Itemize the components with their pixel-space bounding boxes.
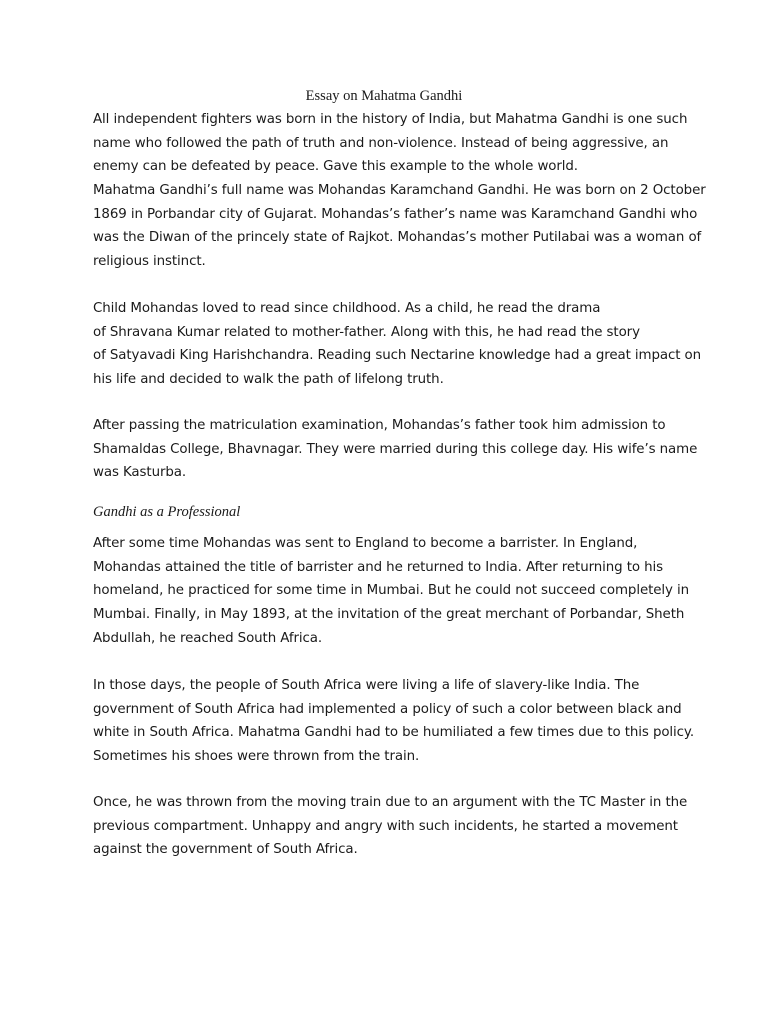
text-line: previous compartment. Unhappy and angry with such incidents, he started a movement [93, 818, 678, 834]
paragraph-career [93, 532, 693, 650]
text-line: of Shravana Kumar related to mother-father. Along with this, he had read the story [93, 324, 640, 340]
text-line: religious instinct. [93, 254, 206, 270]
text-line: Child Mohandas loved to read since childhood. As a child, he read the drama [93, 301, 601, 316]
text-line: After passing the matriculation examination, Mohandas’s father took him admission to [93, 418, 666, 433]
paragraph-south-africa [93, 674, 693, 769]
essay-title: Essay on Mahatma Gandhi [305, 88, 463, 104]
text-line: of Satyavadi King Harishchandra. Reading such Nectarine knowledge had a great impact on [93, 348, 702, 364]
text-line: Mumbai. Finally, in May 1893, at the invitation of the great merchant of Porbandar, Sheth [93, 607, 685, 623]
text-line: enemy can be defeated by peace. Gave this example to the whole world. [93, 159, 578, 175]
text-line: 1869 in Porbandar city of Gujarat. Mohandas’s father’s name was Karamchand Gandhi who [93, 206, 698, 222]
paragraph-introduction [93, 108, 706, 274]
paragraph-train-incident [93, 791, 693, 862]
text-line: was the Diwan of the princely state of Rajkot. Mohandas’s mother Putilabai was a woman of [93, 230, 702, 246]
text-line: was Kasturba. [93, 465, 187, 481]
text-line: Mohandas attained the title of barrister and he returned to India. After returning to his [93, 559, 663, 575]
text-line: Abdullah, he reached South Africa. [93, 630, 322, 646]
section-subheading: Gandhi as a Professional [93, 504, 241, 520]
text-line: In those days, the people of South Africa were living a life of slavery-like India. The [93, 678, 640, 693]
text-line: Mahatma Gandhi’s full name was Mohandas Karamchand Gandhi. He was born on 2 October [93, 183, 706, 199]
text-line: his life and decided to walk the path of lifelong truth. [93, 372, 444, 388]
text-line: name who followed the path of truth and non-violence. Instead of being aggressive, an [93, 135, 669, 151]
text-line: All independent fighters was born in the history of India, but Mahatma Gandhi is one such [93, 112, 688, 127]
text-line: white in South Africa. Mahatma Gandhi had to be humiliated a few times due to this policy. [93, 725, 695, 741]
text-line: Sometimes his shoes were thrown from the train. [93, 749, 420, 765]
text-line: After some time Mohandas was sent to England to become a barrister. In England, [93, 536, 638, 551]
text-line: Once, he was thrown from the moving train due to an argument with the TC Master in the [93, 795, 688, 810]
text-line: government of South Africa had implemented a policy of such a color between black and [93, 701, 682, 717]
paragraph-childhood [93, 297, 702, 392]
text-line: homeland, he practiced for some time in Mumbai. But he could not succeed completely in [93, 583, 689, 599]
text-line: against the government of South Africa. [93, 842, 358, 858]
text-line: Shamaldas College, Bhavnagar. They were married during this college day. His wife’s name [93, 441, 698, 457]
paragraph-education [93, 414, 698, 485]
